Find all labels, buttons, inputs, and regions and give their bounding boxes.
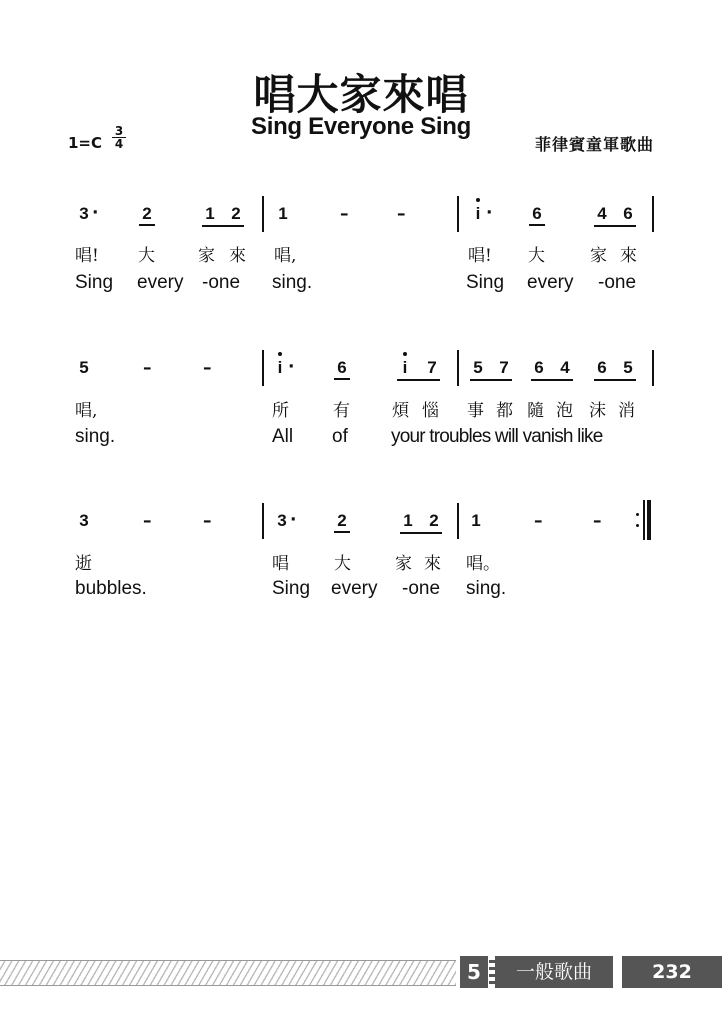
note: 6 [334, 358, 350, 380]
lyric-zh: 隨 [527, 401, 544, 421]
lyric-en: sing. [75, 426, 116, 447]
augmentation-dot: · [288, 357, 295, 377]
note: 1 [205, 204, 215, 223]
repeat-thin-line [643, 500, 645, 540]
lyric-en: Sing [75, 272, 114, 293]
lyric-en: All [272, 426, 294, 447]
lyric-zh: 家 [395, 554, 412, 574]
note: 1 [403, 511, 413, 530]
chapter-number: 5 [460, 956, 488, 988]
time-signature [112, 125, 126, 150]
note: 3 [79, 204, 89, 223]
song-origin: 菲律賓童軍歌曲 [534, 135, 654, 154]
lyric-en: -one [598, 272, 637, 293]
note-high: i [272, 358, 288, 378]
key-signature: 1=C [68, 134, 103, 152]
lyric-zh: 來 [229, 246, 246, 266]
bar-line [262, 196, 264, 232]
bar-line [457, 350, 459, 386]
chapter-label: 一般歌曲 [495, 956, 613, 988]
lyric-en: every [527, 272, 574, 293]
lyric-en: Sing [466, 272, 505, 293]
lyric-zh: 沫 [589, 401, 606, 421]
lyric-zh: 家 [590, 246, 607, 266]
lyric-zh: 所 [272, 401, 289, 421]
note: 4 [597, 204, 607, 223]
lyric-zh: 事 [467, 401, 484, 421]
repeat-dot [636, 524, 639, 527]
note: 5 [473, 358, 483, 377]
note: 4 [560, 358, 570, 377]
beat-underline [594, 225, 636, 227]
note: 6 [529, 204, 545, 226]
note: 5 [623, 358, 633, 377]
note: 5 [79, 358, 89, 377]
dash: – [203, 511, 212, 531]
note: 1 [278, 204, 288, 223]
page-number: 232 [622, 956, 722, 988]
time-signature-top: 3 [112, 125, 126, 138]
note: 2 [139, 204, 155, 226]
lyric-zh: 大 [138, 246, 155, 266]
note: 7 [427, 358, 437, 377]
beat-underline [531, 379, 573, 381]
lyric-zh: 家 [198, 246, 215, 266]
repeat-thick-line [647, 500, 651, 540]
note: 6 [534, 358, 544, 377]
beat-underline [397, 379, 440, 381]
lyric-zh: 煩 [392, 401, 409, 421]
lyric-en: every [331, 578, 378, 599]
lyric-zh: 大 [528, 246, 545, 266]
time-signature-bottom: 4 [114, 137, 124, 151]
lyric-en: Sing [272, 578, 311, 599]
lyric-zh: 唱。 [466, 554, 500, 574]
note: 3 [79, 511, 89, 530]
note: 6 [623, 204, 633, 223]
bar-line [652, 350, 654, 386]
beat-underline [470, 379, 512, 381]
note: 3 [277, 511, 287, 530]
beat-underline [400, 532, 442, 534]
lyric-en: bubbles. [75, 578, 147, 599]
lyric-zh: 消 [618, 401, 635, 421]
augmentation-dot: · [486, 203, 493, 223]
bar-line [457, 196, 459, 232]
lyric-en: of [332, 426, 348, 447]
augmentation-dot: · [92, 203, 99, 223]
lyric-zh: 泡 [556, 401, 573, 421]
lyric-zh: 唱, [75, 401, 98, 421]
repeat-dot [636, 513, 639, 516]
lyric-en: every [137, 272, 184, 293]
beat-underline [594, 379, 636, 381]
dash: – [143, 358, 152, 378]
lyric-zh: 惱 [422, 401, 439, 421]
note: 2 [231, 204, 241, 223]
lyric-zh: 來 [620, 246, 637, 266]
lyric-zh: 唱, [274, 246, 297, 266]
lyric-en: -one [402, 578, 441, 599]
lyric-en: -one [202, 272, 241, 293]
song-title-chinese: 唱大家來唱 [253, 70, 469, 119]
dash: – [534, 511, 543, 531]
note-high: i [470, 204, 486, 224]
dash: – [397, 204, 406, 224]
lyric-zh: 唱 [272, 554, 289, 574]
bar-line [262, 503, 264, 539]
lyric-zh: 來 [424, 554, 441, 574]
song-title-english: Sing Everyone Sing [251, 113, 471, 140]
augmentation-dot: · [290, 510, 297, 530]
note: 1 [471, 511, 481, 530]
lyric-zh: 唱! [75, 246, 99, 266]
lyric-en: your troubles will vanish like [391, 426, 603, 447]
note-high: i [397, 358, 413, 378]
lyric-zh: 大 [334, 554, 351, 574]
lyric-en: sing. [466, 578, 507, 599]
note: 2 [429, 511, 439, 530]
lyric-zh: 逝 [75, 554, 92, 574]
lyric-en: sing. [272, 272, 313, 293]
note: 6 [597, 358, 607, 377]
lyric-zh: 都 [496, 401, 513, 421]
note: 2 [334, 511, 350, 533]
note: 7 [499, 358, 509, 377]
lyric-zh: 唱! [468, 246, 492, 266]
dash: – [593, 511, 602, 531]
beat-underline [202, 225, 244, 227]
bar-line [652, 196, 654, 232]
bar-line [457, 503, 459, 539]
bar-line [262, 350, 264, 386]
dash: – [340, 204, 349, 224]
dash: – [143, 511, 152, 531]
lyric-zh: 有 [333, 401, 350, 421]
footer-hatch-band [0, 960, 456, 986]
dash: – [203, 358, 212, 378]
